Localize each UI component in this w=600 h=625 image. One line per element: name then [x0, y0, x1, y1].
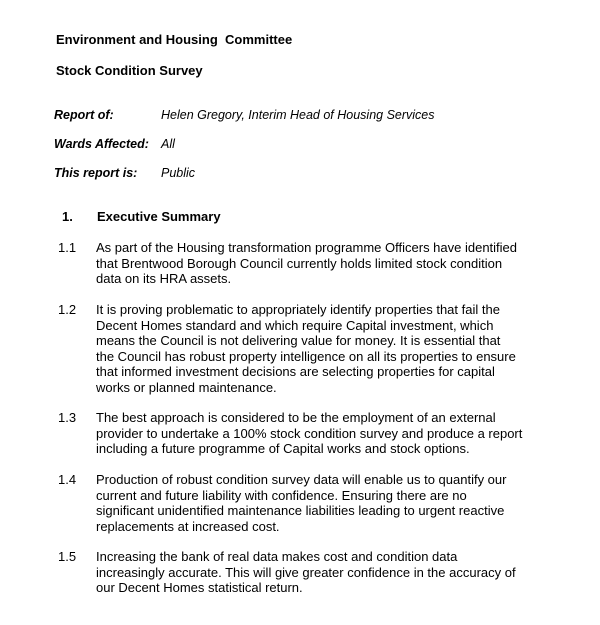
paragraph-line: Decent Homes standard and which require Capital investment, which — [96, 317, 494, 333]
meta-row-report-of — [0, 108, 600, 126]
paragraph-line: significant unidentified maintenance liabilities leading to urgent reactive — [96, 503, 505, 519]
paragraph-line: The best approach is considered to be the employment of an external — [96, 410, 496, 425]
meta-value: Helen Gregory, Interim Head of Housing Services — [161, 108, 435, 122]
meta-row-report-status — [0, 166, 600, 184]
paragraph-number: 1.3 — [58, 410, 77, 425]
paragraph-line: means the Council is not delivering value for money. It is essential that — [96, 333, 501, 349]
meta-value: All — [161, 137, 175, 151]
meta-label: This report is: — [54, 166, 138, 180]
section-title: Executive Summary — [97, 209, 221, 224]
meta-row-wards-affected — [0, 137, 600, 155]
paragraph-number: 1.4 — [58, 472, 77, 487]
paragraph-line: As part of the Housing transformation programme Officers have identified — [96, 240, 518, 255]
meta-label: Report of: — [54, 108, 114, 122]
paragraph-text — [96, 410, 556, 457]
paragraph-line: provider to undertake a 100% stock condition survey and produce a report — [96, 425, 523, 441]
paragraph-text — [96, 302, 556, 396]
paragraph-line: data on its HRA assets. — [96, 271, 232, 287]
paragraph-number: 1.2 — [58, 302, 77, 317]
paragraph-number: 1.1 — [58, 240, 77, 255]
report-subject: Stock Condition Survey — [56, 63, 203, 78]
meta-label: Wards Affected: — [54, 137, 149, 151]
paragraph-line: that Brentwood Borough Council currently holds limited stock condition — [96, 255, 503, 271]
paragraph-line: Increasing the bank of real data makes cost and condition data — [96, 549, 458, 564]
paragraph-line: that informed investment decisions are selecting properties for capital — [96, 364, 495, 380]
meta-value: Public — [161, 166, 196, 180]
paragraph-line: Production of robust condition survey data will enable us to quantify our — [96, 472, 507, 487]
paragraph-text — [96, 472, 556, 534]
paragraph-line: including a future programme of Capital works and stock options. — [96, 441, 470, 457]
paragraph-text — [96, 240, 556, 287]
paragraph-number: 1.5 — [58, 549, 77, 564]
paragraph-line: replacements at increased cost. — [96, 518, 280, 534]
paragraph-line: It is proving problematic to appropriately identify properties that fail the — [96, 302, 500, 317]
paragraph-line: the Council has robust property intelligence on all its properties to ensure — [96, 348, 516, 364]
committee-title: Environment and Housing Committee — [56, 32, 293, 47]
paragraph-line: increasingly accurate. This will give greater confidence in the accuracy of — [96, 564, 516, 580]
paragraph-line: works or planned maintenance. — [96, 379, 277, 395]
section-number: 1. — [62, 209, 73, 224]
paragraph-text — [96, 549, 556, 596]
paragraph-line: current and future liability with confidence. Ensuring there are no — [96, 487, 467, 503]
paragraph-line: our Decent Homes statistical return. — [96, 580, 303, 596]
